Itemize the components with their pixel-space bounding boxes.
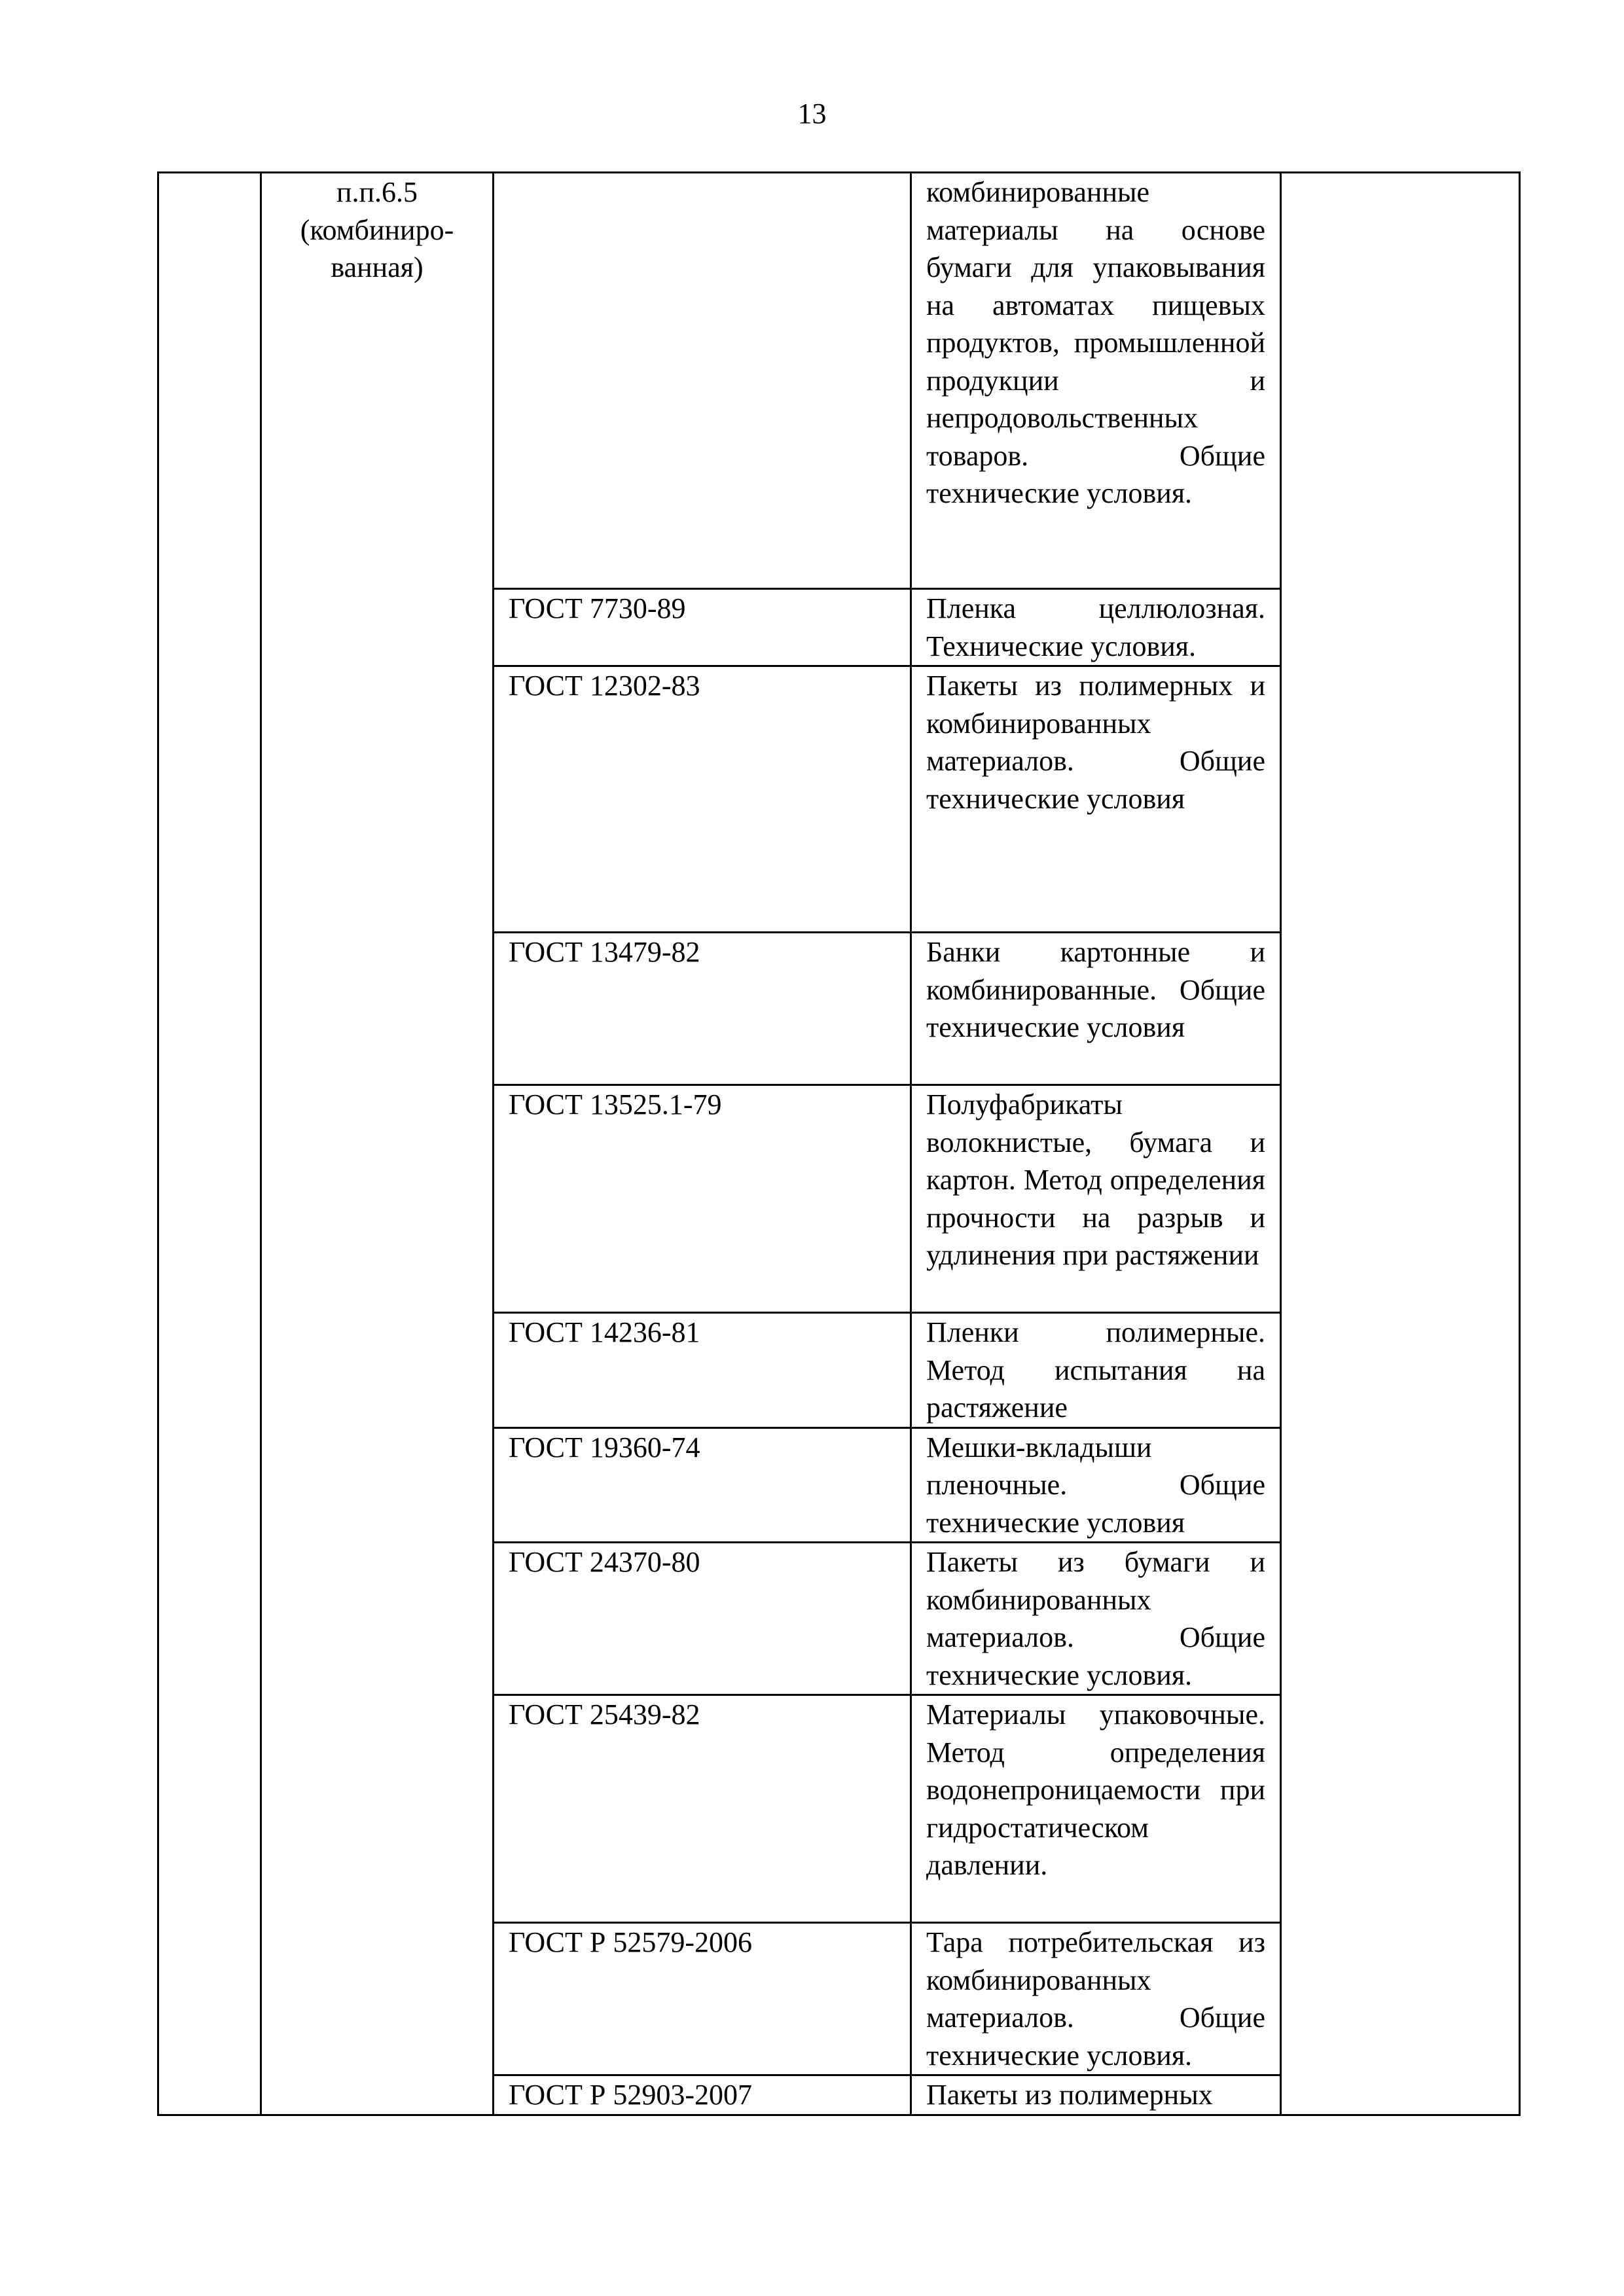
- section-label-line: п.п.6.5: [336, 176, 418, 208]
- section-label-line: ванная): [331, 251, 424, 283]
- standard-cell: ГОСТ 12302-83: [494, 666, 911, 933]
- standard-cell: ГОСТ 7730-89: [494, 589, 911, 666]
- number-cell: [158, 173, 261, 2115]
- title-cell: Пакеты из полимерных и комбинированных материалов. Общие технические условия: [911, 666, 1281, 933]
- standard-cell: ГОСТ 24370-80: [494, 1543, 911, 1695]
- standard-cell: ГОСТ 25439-82: [494, 1695, 911, 1923]
- standard-cell: ГОСТ 13479-82: [494, 933, 911, 1085]
- title-cell: Тара потребительская из комбинированных материалов. Общие технические условия.: [911, 1923, 1281, 2075]
- section-label-line: (комбиниро-: [300, 213, 454, 246]
- standards-table: [157, 171, 1521, 2116]
- standard-cell: ГОСТ 19360-74: [494, 1427, 911, 1543]
- notes-cell: [1281, 173, 1520, 2115]
- standard-cell: [494, 173, 911, 589]
- title-cell: Пленка целлюлозная. Технические условия.: [911, 589, 1281, 666]
- standard-cell: ГОСТ Р 52579-2006: [494, 1923, 911, 2075]
- standard-cell: ГОСТ 14236-81: [494, 1313, 911, 1428]
- title-cell: Банки картонные и комбинированные. Общие технические условия: [911, 933, 1281, 1085]
- standard-cell: ГОСТ 13525.1-79: [494, 1085, 911, 1313]
- title-cell: Пакеты из бумаги и комбинированных материалов. Общие технические условия.: [911, 1543, 1281, 1695]
- title-cell: комбинированные материалы на основе бумаги для упаковывания на автоматах пищевых продуктов, промышленной продукции и непродовольственных товаров. Общие технические условия.: [911, 173, 1281, 589]
- title-cell: Мешки-вкладыши пленочные. Общие технические условия: [911, 1427, 1281, 1543]
- title-cell: Пакеты из полимерных: [911, 2075, 1281, 2115]
- standard-cell: ГОСТ Р 52903-2007: [494, 2075, 911, 2115]
- title-cell: Материалы упаковочные. Метод определения водонепроницаемости при гидростатическом давлении.: [911, 1695, 1281, 1923]
- title-cell: Полуфабрикаты волокнистые, бумага и картон. Метод определения прочности на разрыв и удлинения при растяжении: [911, 1085, 1281, 1313]
- table-row: [158, 173, 1520, 589]
- title-cell: Пленки полимерные. Метод испытания на растяжение: [911, 1313, 1281, 1428]
- page-number: 13: [797, 98, 827, 130]
- section-cell: [261, 173, 494, 2115]
